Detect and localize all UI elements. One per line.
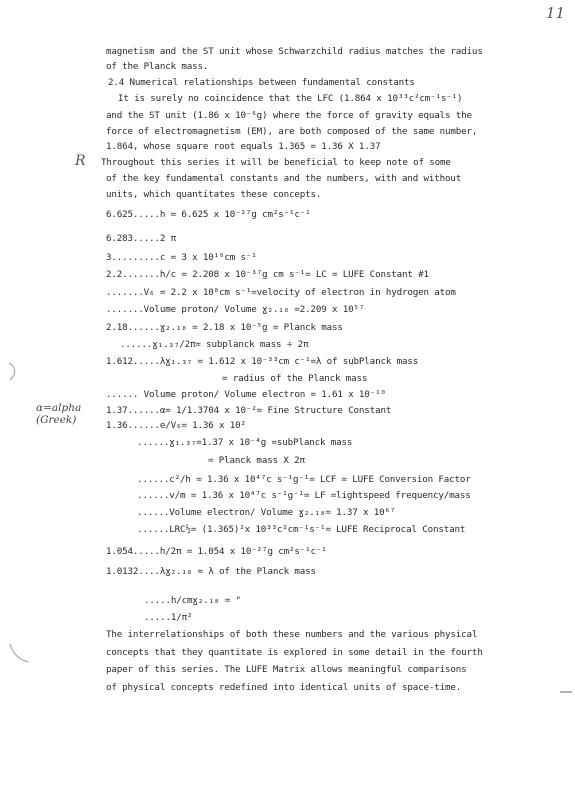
doc-line-32: .....h/cmɣ₂.₁₈ = "	[144, 595, 241, 606]
doc-line-1: magnetism and the ST unit whose Schwarzchild radius matches the radius	[106, 46, 483, 57]
margin-alpha-line-1: α=alpha	[36, 402, 82, 414]
doc-line-15: .......V₆ = 2.2 x 10⁸cm s⁻¹=velocity of electron in hydrogen atom	[106, 287, 456, 298]
doc-line-25: = Planck mass X 2π	[208, 455, 305, 466]
doc-line-36: paper of this series. The LUFE Matrix allows meaningful comparisons	[106, 664, 467, 675]
doc-line-23: 1.36......e/V₆= 1.36 x 10²	[106, 420, 246, 431]
doc-line-35: concepts that they quantitate is explored in some detail in the fourth	[106, 647, 483, 658]
left-margin-mark-1	[6, 360, 26, 384]
doc-line-20: = radius of the Planck mass	[222, 373, 368, 384]
doc-line-26: ......c²/h = 1.36 x 10⁴⁷c s⁻¹g⁻¹= LCF = LUFE Conversion Factor	[137, 474, 471, 485]
doc-line-3: 2.4 Numerical relationships between fundamental constants	[108, 77, 415, 88]
doc-line-28: ......Volume electron/ Volume ɣ₂.₁₈= 1.37 x 10⁶⁷	[137, 507, 396, 518]
right-margin-dash	[558, 690, 574, 694]
doc-line-33: .....1/π²	[144, 612, 193, 623]
doc-line-9: of the key fundamental constants and the numbers, with and without	[106, 173, 462, 184]
doc-line-10: units, which quantitates these concepts.	[106, 189, 322, 200]
doc-line-37: of physical concepts redefined into identical units of space-time.	[106, 682, 462, 693]
doc-line-21: ...... Volume proton/ Volume electron = 1.61 x 10⁻¹⁰	[106, 389, 386, 400]
doc-line-18: ......ɣ₁.₃₇/2π= subplanck mass ÷ 2π	[120, 339, 309, 350]
doc-line-11: 6.625.....h = 6.625 x 10⁻²⁷g cm²s⁻¹c⁻¹	[106, 209, 311, 220]
doc-line-17: 2.18......ɣ₂.₁₈ = 2.18 x 10⁻⁵g = Planck mass	[106, 322, 343, 333]
doc-line-27: ......v/m = 1.36 x 10⁴⁷c s⁻¹g⁻¹= LF =lightspeed frequency/mass	[137, 490, 471, 501]
doc-line-14: 2.2.......h/c = 2.208 x 10⁻³⁷g cm s⁻¹= LC = LUFE Constant #1	[106, 269, 429, 280]
doc-line-24: ......ɣ₁.₃₇=1.37 x 10⁻⁴g =subPlanck mass	[137, 437, 353, 448]
left-margin-mark-2	[4, 640, 34, 670]
doc-line-13: 3.........c = 3 x 10¹⁰cm s⁻¹	[106, 252, 257, 263]
margin-alpha-line-2: (Greek)	[36, 414, 77, 426]
doc-line-31: 1.0132....λɣ₂.₁₈ = λ of the Planck mass	[106, 566, 316, 577]
doc-line-22: 1.37......α= 1/1.3704 x 10⁻²= Fine Structure Constant	[106, 405, 392, 416]
margin-alpha-note	[36, 402, 81, 426]
doc-line-4: It is surely no coincidence that the LFC (1.864 x 10³³c²cm⁻¹s⁻¹)	[118, 93, 463, 104]
doc-line-7: 1.864, whose square root equals 1.365 = 1.36 X 1.37	[106, 141, 381, 152]
doc-line-29: ......LRC½= (1.365)²x 10³³c²cm⁻¹s⁻¹= LUFE Reciprocal Constant	[137, 524, 466, 535]
margin-r-mark: R	[75, 153, 86, 169]
doc-line-34: The interrelationships of both these numbers and the various physical	[106, 629, 478, 640]
doc-line-8: Throughout this series it will be beneficial to keep note of some	[101, 157, 451, 168]
page-number: 11	[545, 4, 565, 22]
doc-line-2: of the Planck mass.	[106, 61, 209, 72]
doc-line-16: .......Volume proton/ Volume ɣ₂.₁₈ =2.209 x 10⁵⁷	[106, 304, 365, 315]
doc-line-5: and the ST unit (1.86 x 10⁻⁶g) where the force of gravity equals the	[106, 110, 472, 121]
doc-line-12: 6.283.....2 π	[106, 233, 176, 244]
doc-line-6: force of electromagnetism (EM), are both composed of the same number,	[106, 126, 478, 137]
doc-line-19: 1.612.....λɣ₁.₃₇ = 1.612 x 10⁻³³cm c⁻¹=λ of subPlanck mass	[106, 356, 419, 367]
doc-line-30: 1.054.....h/2π = 1.054 x 10⁻²⁷g cm²s⁻¹c⁻¹	[106, 546, 327, 557]
